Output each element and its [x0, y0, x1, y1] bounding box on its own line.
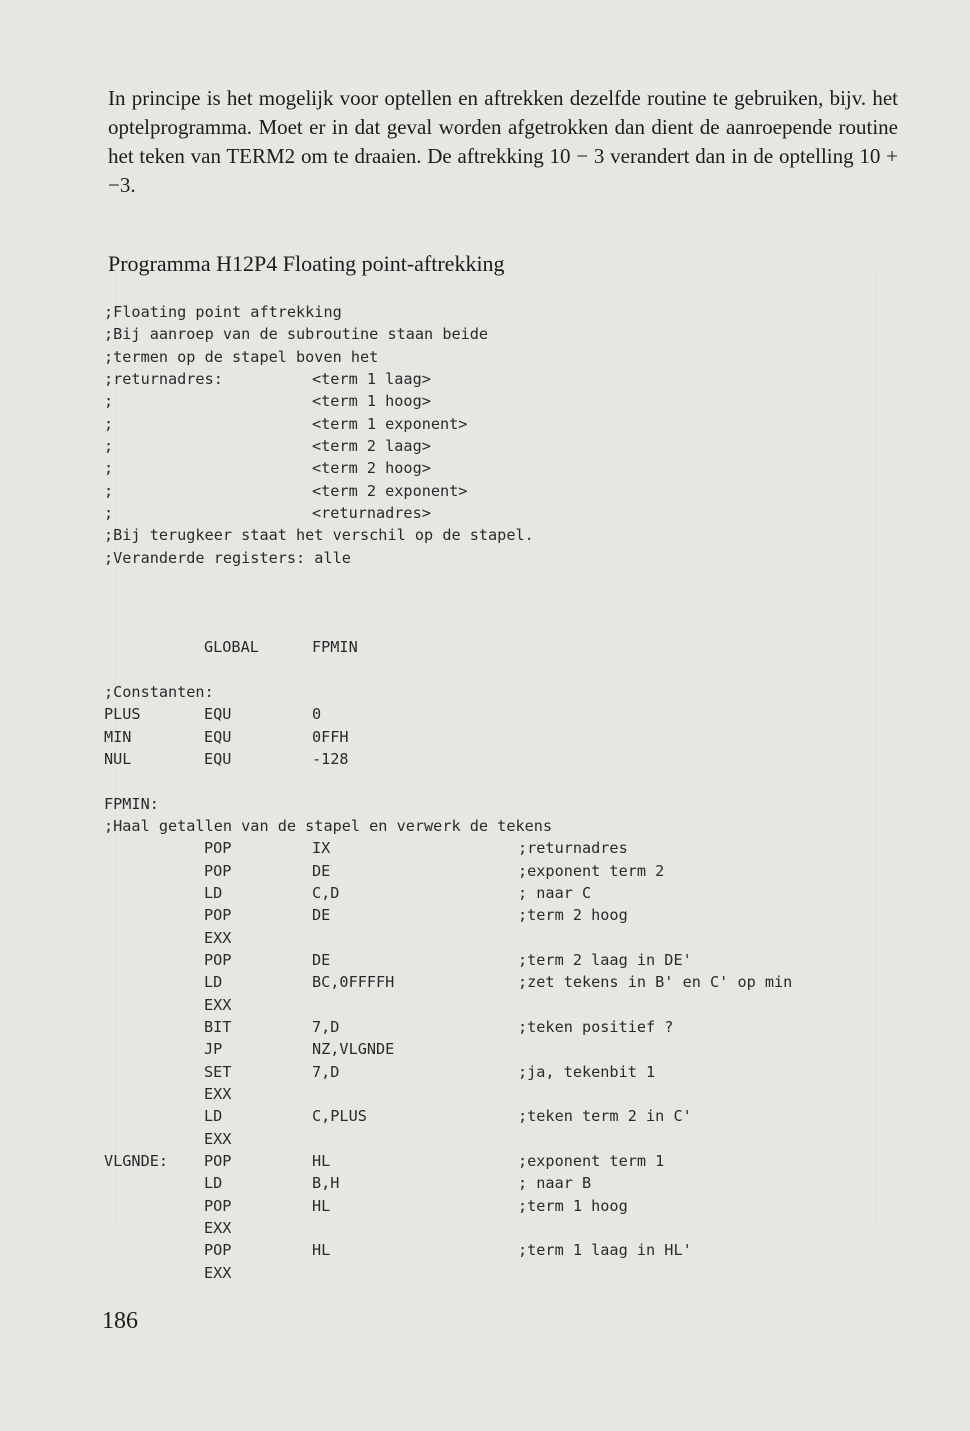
comment: ;term 1 hoog: [518, 1196, 628, 1215]
code-line: [104, 1083, 964, 1105]
opcode: EXX: [204, 1263, 232, 1282]
operand: C,PLUS: [312, 1107, 367, 1126]
code-line: [104, 301, 964, 323]
label: FPMIN:: [104, 794, 159, 813]
comment-marker: ;: [104, 504, 114, 523]
operand: 0: [312, 705, 322, 724]
comment: ;returnadres:: [104, 370, 223, 389]
operand: HL: [312, 1196, 331, 1215]
opcode: EXX: [204, 928, 232, 947]
operand: IX: [312, 839, 331, 858]
comment-marker: ;: [104, 437, 114, 456]
code-line: [104, 1262, 964, 1284]
code-line: [104, 368, 964, 390]
opcode: POP: [204, 1196, 232, 1215]
code-line: [104, 994, 964, 1016]
comment-marker: ;: [104, 481, 114, 500]
code-line: [104, 346, 964, 368]
code-line: [104, 927, 964, 949]
code-line: [104, 860, 964, 882]
opcode: EQU: [204, 727, 232, 746]
stack-item: <term 1 laag>: [312, 370, 431, 389]
opcode: LD: [204, 1107, 223, 1126]
stack-item: <term 2 hoog>: [312, 459, 431, 478]
operand: C,D: [312, 883, 340, 902]
code-line: [104, 1195, 964, 1217]
code-line: [104, 1172, 964, 1194]
code-line: [104, 480, 964, 502]
comment: ;Floating point aftrekking: [104, 303, 342, 321]
comment: ;exponent term 2: [518, 861, 665, 880]
opcode: POP: [204, 839, 232, 858]
label: VLGNDE:: [104, 1152, 169, 1171]
code-body: [104, 837, 964, 1284]
operand: DE: [312, 861, 331, 880]
code-line: [104, 1128, 964, 1150]
comment-marker: ;: [104, 414, 114, 433]
comment: ;term 2 laag in DE': [518, 950, 692, 969]
code-line: [104, 793, 964, 815]
comment-marker: ;: [104, 392, 114, 411]
comment: ;Bij aanroep van de subroutine staan beide: [104, 325, 489, 344]
code-line: [104, 971, 964, 993]
opcode: SET: [204, 1062, 232, 1081]
label: PLUS: [104, 705, 141, 724]
comment: ;teken positief ?: [518, 1018, 674, 1036]
comment: ;teken term 2 in C': [518, 1107, 692, 1126]
operand: BC,0FFFFH: [312, 973, 395, 992]
code-line: [104, 703, 964, 725]
comment: ;ja, tekenbit 1: [518, 1062, 656, 1081]
operand: FPMIN: [312, 638, 358, 657]
label: MIN: [104, 727, 132, 746]
code-line: [104, 1239, 964, 1261]
operand: HL: [312, 1241, 331, 1260]
opcode: JP: [204, 1040, 223, 1059]
opcode: LD: [204, 1174, 223, 1193]
operand: 7,D: [312, 1062, 340, 1081]
comment: ; naar B: [518, 1174, 592, 1193]
opcode: GLOBAL: [204, 638, 259, 657]
opcode: EQU: [204, 749, 232, 768]
code-line: [104, 636, 964, 658]
operand: HL: [312, 1152, 331, 1171]
code-line: [104, 1150, 964, 1172]
opcode: LD: [204, 973, 223, 992]
opcode: EXX: [204, 995, 232, 1014]
opcode: LD: [204, 883, 223, 902]
comment: ;termen op de stapel boven het: [104, 347, 379, 366]
stack-item: <returnadres>: [312, 504, 431, 523]
code-line: [104, 837, 964, 859]
comment: ;term 2 hoog: [518, 906, 628, 925]
operand: 7,D: [312, 1018, 340, 1036]
operand: DE: [312, 950, 331, 969]
code-line: [104, 1061, 964, 1083]
code-line: [104, 815, 964, 837]
opcode: BIT: [204, 1018, 232, 1036]
stack-item: <term 1 hoog>: [312, 392, 431, 411]
code-line: [104, 1038, 964, 1060]
code-line: [104, 502, 964, 524]
code-line: [104, 748, 964, 770]
comment: ;Haal getallen van de stapel en verwerk de tekens: [104, 816, 553, 835]
code-line: [104, 882, 964, 904]
stack-item: <term 1 exponent>: [312, 414, 468, 433]
code-line: [104, 457, 964, 479]
code-line: [104, 1016, 964, 1038]
comment: ;Bij terugkeer staat het verschil op de stapel.: [104, 526, 534, 545]
comment-marker: ;: [104, 459, 114, 478]
operand: DE: [312, 906, 331, 925]
code-listing: [104, 301, 964, 1284]
opcode: EXX: [204, 1085, 232, 1104]
operand: 0FFH: [312, 727, 349, 746]
page-number: 186: [102, 1308, 138, 1334]
code-line: [104, 949, 964, 971]
operand: NZ,VLGNDE: [312, 1040, 395, 1059]
code-line: [104, 904, 964, 926]
comment: ;zet tekens in B' en C' op min: [518, 973, 793, 992]
label: NUL: [104, 749, 132, 768]
comment: ;Veranderde registers: alle: [104, 548, 351, 567]
stack-item: <term 2 laag>: [312, 437, 431, 456]
code-line: [104, 547, 964, 569]
operand: B,H: [312, 1174, 340, 1193]
code-line: [104, 413, 964, 435]
code-line: [104, 435, 964, 457]
comment: ;exponent term 1: [518, 1152, 665, 1171]
opcode: POP: [204, 906, 232, 925]
comment: ;Constanten:: [104, 682, 214, 701]
operand: -128: [312, 749, 349, 768]
opcode: POP: [204, 1241, 232, 1260]
opcode: POP: [204, 1152, 232, 1171]
comment: ; naar C: [518, 883, 592, 902]
code-line: [104, 681, 964, 703]
code-line: [104, 323, 964, 345]
code-line: [104, 726, 964, 748]
opcode: POP: [204, 861, 232, 880]
comment: ;returnadres: [518, 839, 628, 858]
opcode: POP: [204, 950, 232, 969]
code-line: [104, 1217, 964, 1239]
opcode: EQU: [204, 705, 232, 724]
stack-item: <term 2 exponent>: [312, 481, 468, 500]
code-line: [104, 524, 964, 546]
intro-paragraph: In principe is het mogelijk voor optellen en aftrekken dezelfde routine te gebruiken, bijv. het optelprogramma. Moet er in dat geval worden afgetrokken dan dient de aanroepende routine het teken van TERM2 om te draaien. De aftrekking 10 − 3 verandert dan in de optelling 10 + −3.: [108, 86, 898, 197]
code-line: [104, 1105, 964, 1127]
program-heading: Programma H12P4 Floating point-aftrekking: [108, 251, 505, 276]
comment: ;term 1 laag in HL': [518, 1241, 692, 1260]
code-line: [104, 390, 964, 412]
opcode: EXX: [204, 1219, 232, 1238]
opcode: EXX: [204, 1129, 232, 1148]
